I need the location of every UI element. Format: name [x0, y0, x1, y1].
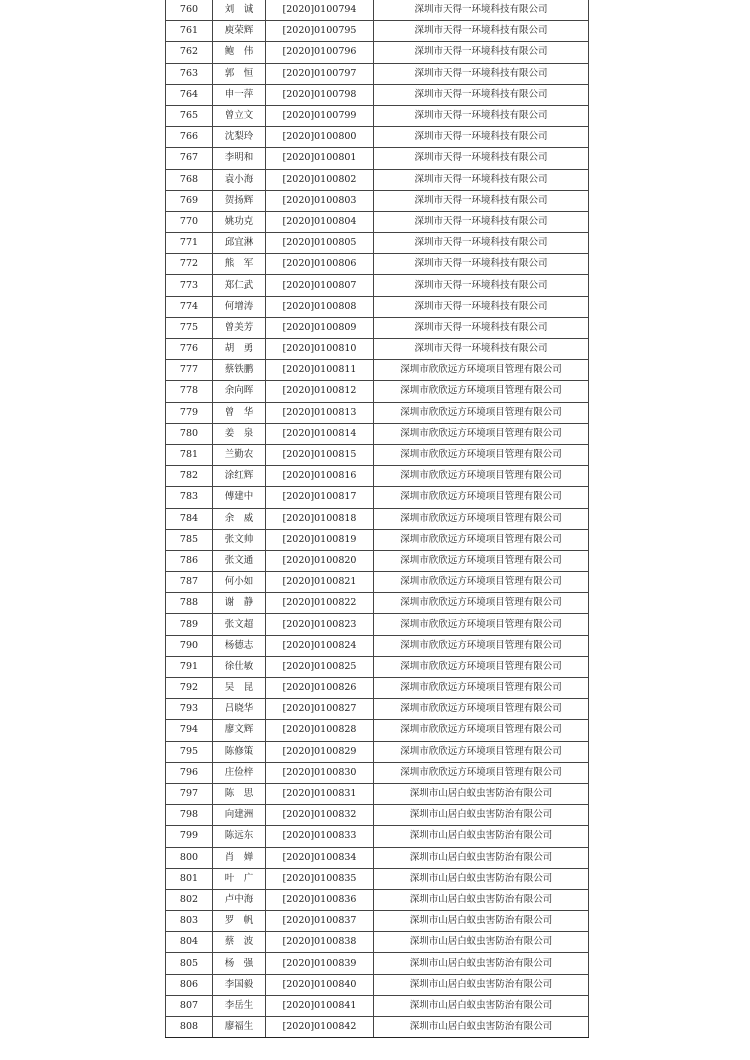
person-name-cell: 叶 广 [213, 868, 266, 889]
person-name-cell: 姚功克 [213, 211, 266, 232]
certificate-number-cell: [2020]0100796 [266, 42, 374, 63]
row-number-cell: 768 [166, 169, 213, 190]
company-name-cell: 深圳市天得一环境科技有限公司 [374, 296, 589, 317]
row-number-cell: 771 [166, 233, 213, 254]
company-name-cell: 深圳市山居白蚁虫害防治有限公司 [374, 953, 589, 974]
row-number-cell: 787 [166, 572, 213, 593]
certificate-number-cell: [2020]0100806 [266, 254, 374, 275]
person-name-cell: 庄俭梓 [213, 762, 266, 783]
certificate-number-cell: [2020]0100832 [266, 805, 374, 826]
table-row [166, 63, 589, 84]
row-number-cell: 783 [166, 487, 213, 508]
table-row [166, 995, 589, 1016]
person-name-cell: 郭 恒 [213, 63, 266, 84]
company-name-cell: 深圳市欣欣远方环境项目管理有限公司 [374, 381, 589, 402]
person-name-cell: 申一萍 [213, 84, 266, 105]
certificate-number-cell: [2020]0100801 [266, 148, 374, 169]
person-name-cell: 廖福生 [213, 1017, 266, 1038]
row-number-cell: 779 [166, 402, 213, 423]
certificate-number-cell: [2020]0100828 [266, 720, 374, 741]
row-number-cell: 772 [166, 254, 213, 275]
table-row [166, 614, 589, 635]
table-row [166, 275, 589, 296]
certificate-table [165, 0, 589, 1038]
company-name-cell: 深圳市山居白蚁虫害防治有限公司 [374, 1017, 589, 1038]
certificate-number-cell: [2020]0100805 [266, 233, 374, 254]
row-number-cell: 788 [166, 593, 213, 614]
table-row [166, 190, 589, 211]
table-row [166, 932, 589, 953]
person-name-cell: 胡 勇 [213, 339, 266, 360]
row-number-cell: 775 [166, 317, 213, 338]
row-number-cell: 774 [166, 296, 213, 317]
certificate-number-cell: [2020]0100842 [266, 1017, 374, 1038]
person-name-cell: 蔡 波 [213, 932, 266, 953]
row-number-cell: 791 [166, 656, 213, 677]
row-number-cell: 803 [166, 911, 213, 932]
certificate-number-cell: [2020]0100838 [266, 932, 374, 953]
person-name-cell: 刘 诚 [213, 0, 266, 21]
certificate-number-cell: [2020]0100819 [266, 529, 374, 550]
company-name-cell: 深圳市天得一环境科技有限公司 [374, 0, 589, 21]
company-name-cell: 深圳市天得一环境科技有限公司 [374, 317, 589, 338]
table-row [166, 127, 589, 148]
certificate-number-cell: [2020]0100808 [266, 296, 374, 317]
row-number-cell: 780 [166, 423, 213, 444]
table-row [166, 847, 589, 868]
table-row [166, 339, 589, 360]
table-row [166, 148, 589, 169]
certificate-number-cell: [2020]0100820 [266, 550, 374, 571]
certificate-number-cell: [2020]0100811 [266, 360, 374, 381]
certificate-number-cell: [2020]0100794 [266, 0, 374, 21]
table-row [166, 444, 589, 465]
table-row [166, 762, 589, 783]
table-row [166, 0, 589, 21]
table-row [166, 783, 589, 804]
row-number-cell: 793 [166, 699, 213, 720]
table-row [166, 1017, 589, 1038]
certificate-number-cell: [2020]0100814 [266, 423, 374, 444]
person-name-cell: 杨 强 [213, 953, 266, 974]
company-name-cell: 深圳市欣欣远方环境项目管理有限公司 [374, 402, 589, 423]
person-name-cell: 徐仕敏 [213, 656, 266, 677]
company-name-cell: 深圳市天得一环境科技有限公司 [374, 190, 589, 211]
row-number-cell: 794 [166, 720, 213, 741]
person-name-cell: 袁小海 [213, 169, 266, 190]
company-name-cell: 深圳市欣欣远方环境项目管理有限公司 [374, 635, 589, 656]
table-row [166, 741, 589, 762]
certificate-number-cell: [2020]0100810 [266, 339, 374, 360]
company-name-cell: 深圳市欣欣远方环境项目管理有限公司 [374, 423, 589, 444]
table-row [166, 233, 589, 254]
table-row [166, 169, 589, 190]
certificate-number-cell: [2020]0100807 [266, 275, 374, 296]
company-name-cell: 深圳市天得一环境科技有限公司 [374, 127, 589, 148]
row-number-cell: 785 [166, 529, 213, 550]
certificate-number-cell: [2020]0100822 [266, 593, 374, 614]
certificate-number-cell: [2020]0100833 [266, 826, 374, 847]
row-number-cell: 782 [166, 466, 213, 487]
person-name-cell: 杨德志 [213, 635, 266, 656]
table-row [166, 105, 589, 126]
table-row [166, 423, 589, 444]
person-name-cell: 陈修策 [213, 741, 266, 762]
table-row [166, 296, 589, 317]
person-name-cell: 蔡铁鹏 [213, 360, 266, 381]
certificate-number-cell: [2020]0100797 [266, 63, 374, 84]
person-name-cell: 余向晖 [213, 381, 266, 402]
table-row [166, 953, 589, 974]
certificate-number-cell: [2020]0100809 [266, 317, 374, 338]
company-name-cell: 深圳市天得一环境科技有限公司 [374, 233, 589, 254]
certificate-number-cell: [2020]0100804 [266, 211, 374, 232]
row-number-cell: 799 [166, 826, 213, 847]
row-number-cell: 763 [166, 63, 213, 84]
person-name-cell: 张文通 [213, 550, 266, 571]
company-name-cell: 深圳市欣欣远方环境项目管理有限公司 [374, 529, 589, 550]
certificate-number-cell: [2020]0100836 [266, 889, 374, 910]
person-name-cell: 卢中海 [213, 889, 266, 910]
company-name-cell: 深圳市山居白蚁虫害防治有限公司 [374, 995, 589, 1016]
company-name-cell: 深圳市山居白蚁虫害防治有限公司 [374, 868, 589, 889]
table-row [166, 508, 589, 529]
company-name-cell: 深圳市山居白蚁虫害防治有限公司 [374, 805, 589, 826]
person-name-cell: 向建洲 [213, 805, 266, 826]
certificate-number-cell: [2020]0100840 [266, 974, 374, 995]
table-row [166, 42, 589, 63]
certificate-number-cell: [2020]0100802 [266, 169, 374, 190]
person-name-cell: 曾美芳 [213, 317, 266, 338]
row-number-cell: 806 [166, 974, 213, 995]
table-row [166, 572, 589, 593]
row-number-cell: 765 [166, 105, 213, 126]
person-name-cell: 李岳生 [213, 995, 266, 1016]
table-row [166, 529, 589, 550]
person-name-cell: 何增涛 [213, 296, 266, 317]
company-name-cell: 深圳市山居白蚁虫害防治有限公司 [374, 974, 589, 995]
row-number-cell: 770 [166, 211, 213, 232]
person-name-cell: 鲍 伟 [213, 42, 266, 63]
person-name-cell: 涂红辉 [213, 466, 266, 487]
company-name-cell: 深圳市天得一环境科技有限公司 [374, 169, 589, 190]
table-row [166, 550, 589, 571]
certificate-number-cell: [2020]0100812 [266, 381, 374, 402]
company-name-cell: 深圳市天得一环境科技有限公司 [374, 42, 589, 63]
row-number-cell: 778 [166, 381, 213, 402]
row-number-cell: 798 [166, 805, 213, 826]
row-number-cell: 800 [166, 847, 213, 868]
company-name-cell: 深圳市欣欣远方环境项目管理有限公司 [374, 466, 589, 487]
certificate-number-cell: [2020]0100837 [266, 911, 374, 932]
table-row [166, 254, 589, 275]
row-number-cell: 784 [166, 508, 213, 529]
certificate-number-cell: [2020]0100834 [266, 847, 374, 868]
person-name-cell: 陈 思 [213, 783, 266, 804]
person-name-cell: 陈远东 [213, 826, 266, 847]
table-body [166, 0, 589, 1038]
certificate-number-cell: [2020]0100821 [266, 572, 374, 593]
table-row [166, 21, 589, 42]
row-number-cell: 801 [166, 868, 213, 889]
company-name-cell: 深圳市天得一环境科技有限公司 [374, 21, 589, 42]
certificate-number-cell: [2020]0100835 [266, 868, 374, 889]
row-number-cell: 805 [166, 953, 213, 974]
table-row [166, 974, 589, 995]
person-name-cell: 罗 帆 [213, 911, 266, 932]
certificate-number-cell: [2020]0100800 [266, 127, 374, 148]
row-number-cell: 764 [166, 84, 213, 105]
row-number-cell: 790 [166, 635, 213, 656]
row-number-cell: 767 [166, 148, 213, 169]
row-number-cell: 773 [166, 275, 213, 296]
company-name-cell: 深圳市欣欣远方环境项目管理有限公司 [374, 593, 589, 614]
row-number-cell: 761 [166, 21, 213, 42]
row-number-cell: 769 [166, 190, 213, 211]
table-row [166, 656, 589, 677]
company-name-cell: 深圳市欣欣远方环境项目管理有限公司 [374, 508, 589, 529]
person-name-cell: 熊 军 [213, 254, 266, 275]
company-name-cell: 深圳市山居白蚁虫害防治有限公司 [374, 826, 589, 847]
row-number-cell: 796 [166, 762, 213, 783]
person-name-cell: 贺扬辉 [213, 190, 266, 211]
person-name-cell: 傅建中 [213, 487, 266, 508]
company-name-cell: 深圳市天得一环境科技有限公司 [374, 148, 589, 169]
company-name-cell: 深圳市欣欣远方环境项目管理有限公司 [374, 741, 589, 762]
certificate-number-cell: [2020]0100823 [266, 614, 374, 635]
person-name-cell: 张文帅 [213, 529, 266, 550]
company-name-cell: 深圳市欣欣远方环境项目管理有限公司 [374, 444, 589, 465]
company-name-cell: 深圳市山居白蚁虫害防治有限公司 [374, 889, 589, 910]
table-row [166, 868, 589, 889]
certificate-number-cell: [2020]0100824 [266, 635, 374, 656]
certificate-number-cell: [2020]0100798 [266, 84, 374, 105]
company-name-cell: 深圳市山居白蚁虫害防治有限公司 [374, 783, 589, 804]
table-row [166, 911, 589, 932]
row-number-cell: 766 [166, 127, 213, 148]
person-name-cell: 姜 泉 [213, 423, 266, 444]
row-number-cell: 797 [166, 783, 213, 804]
company-name-cell: 深圳市天得一环境科技有限公司 [374, 211, 589, 232]
person-name-cell: 张文超 [213, 614, 266, 635]
table-row [166, 720, 589, 741]
certificate-number-cell: [2020]0100826 [266, 678, 374, 699]
company-name-cell: 深圳市欣欣远方环境项目管理有限公司 [374, 678, 589, 699]
certificate-number-cell: [2020]0100839 [266, 953, 374, 974]
row-number-cell: 781 [166, 444, 213, 465]
company-name-cell: 深圳市欣欣远方环境项目管理有限公司 [374, 762, 589, 783]
certificate-number-cell: [2020]0100816 [266, 466, 374, 487]
table-row [166, 635, 589, 656]
table-row [166, 826, 589, 847]
company-name-cell: 深圳市欣欣远方环境项目管理有限公司 [374, 572, 589, 593]
table-row [166, 402, 589, 423]
certificate-number-cell: [2020]0100830 [266, 762, 374, 783]
company-name-cell: 深圳市山居白蚁虫害防治有限公司 [374, 847, 589, 868]
certificate-number-cell: [2020]0100827 [266, 699, 374, 720]
table-row [166, 466, 589, 487]
company-name-cell: 深圳市欣欣远方环境项目管理有限公司 [374, 656, 589, 677]
person-name-cell: 曾立文 [213, 105, 266, 126]
table-row [166, 381, 589, 402]
row-number-cell: 802 [166, 889, 213, 910]
company-name-cell: 深圳市山居白蚁虫害防治有限公司 [374, 932, 589, 953]
row-number-cell: 762 [166, 42, 213, 63]
person-name-cell: 何小如 [213, 572, 266, 593]
person-name-cell: 庾荣辉 [213, 21, 266, 42]
table-row [166, 317, 589, 338]
row-number-cell: 808 [166, 1017, 213, 1038]
person-name-cell: 余 威 [213, 508, 266, 529]
certificate-number-cell: [2020]0100818 [266, 508, 374, 529]
company-name-cell: 深圳市天得一环境科技有限公司 [374, 275, 589, 296]
row-number-cell: 777 [166, 360, 213, 381]
certificate-number-cell: [2020]0100795 [266, 21, 374, 42]
row-number-cell: 760 [166, 0, 213, 21]
person-name-cell: 兰勤农 [213, 444, 266, 465]
certificate-number-cell: [2020]0100803 [266, 190, 374, 211]
certificate-number-cell: [2020]0100799 [266, 105, 374, 126]
certificate-number-cell: [2020]0100831 [266, 783, 374, 804]
table-row [166, 360, 589, 381]
company-name-cell: 深圳市欣欣远方环境项目管理有限公司 [374, 720, 589, 741]
certificate-number-cell: [2020]0100815 [266, 444, 374, 465]
table-row [166, 889, 589, 910]
person-name-cell: 谢 静 [213, 593, 266, 614]
company-name-cell: 深圳市天得一环境科技有限公司 [374, 339, 589, 360]
certificate-number-cell: [2020]0100841 [266, 995, 374, 1016]
person-name-cell: 李国毅 [213, 974, 266, 995]
table-row [166, 805, 589, 826]
person-name-cell: 吕晓华 [213, 699, 266, 720]
person-name-cell: 沈梨玲 [213, 127, 266, 148]
company-name-cell: 深圳市天得一环境科技有限公司 [374, 105, 589, 126]
table-row [166, 84, 589, 105]
person-name-cell: 曾 华 [213, 402, 266, 423]
certificate-number-cell: [2020]0100829 [266, 741, 374, 762]
row-number-cell: 786 [166, 550, 213, 571]
company-name-cell: 深圳市欣欣远方环境项目管理有限公司 [374, 550, 589, 571]
company-name-cell: 深圳市欣欣远方环境项目管理有限公司 [374, 614, 589, 635]
person-name-cell: 肖 婵 [213, 847, 266, 868]
row-number-cell: 792 [166, 678, 213, 699]
row-number-cell: 807 [166, 995, 213, 1016]
person-name-cell: 李明和 [213, 148, 266, 169]
row-number-cell: 776 [166, 339, 213, 360]
row-number-cell: 795 [166, 741, 213, 762]
certificate-number-cell: [2020]0100817 [266, 487, 374, 508]
row-number-cell: 789 [166, 614, 213, 635]
company-name-cell: 深圳市欣欣远方环境项目管理有限公司 [374, 360, 589, 381]
company-name-cell: 深圳市天得一环境科技有限公司 [374, 63, 589, 84]
person-name-cell: 郑仁武 [213, 275, 266, 296]
table-row [166, 487, 589, 508]
person-name-cell: 邱宜淋 [213, 233, 266, 254]
table-row [166, 211, 589, 232]
company-name-cell: 深圳市欣欣远方环境项目管理有限公司 [374, 699, 589, 720]
table-row [166, 593, 589, 614]
certificate-number-cell: [2020]0100813 [266, 402, 374, 423]
person-name-cell: 吴 昆 [213, 678, 266, 699]
company-name-cell: 深圳市天得一环境科技有限公司 [374, 84, 589, 105]
person-name-cell: 廖文辉 [213, 720, 266, 741]
certificate-number-cell: [2020]0100825 [266, 656, 374, 677]
row-number-cell: 804 [166, 932, 213, 953]
table-row [166, 699, 589, 720]
company-name-cell: 深圳市天得一环境科技有限公司 [374, 254, 589, 275]
table-row [166, 678, 589, 699]
company-name-cell: 深圳市山居白蚁虫害防治有限公司 [374, 911, 589, 932]
company-name-cell: 深圳市欣欣远方环境项目管理有限公司 [374, 487, 589, 508]
